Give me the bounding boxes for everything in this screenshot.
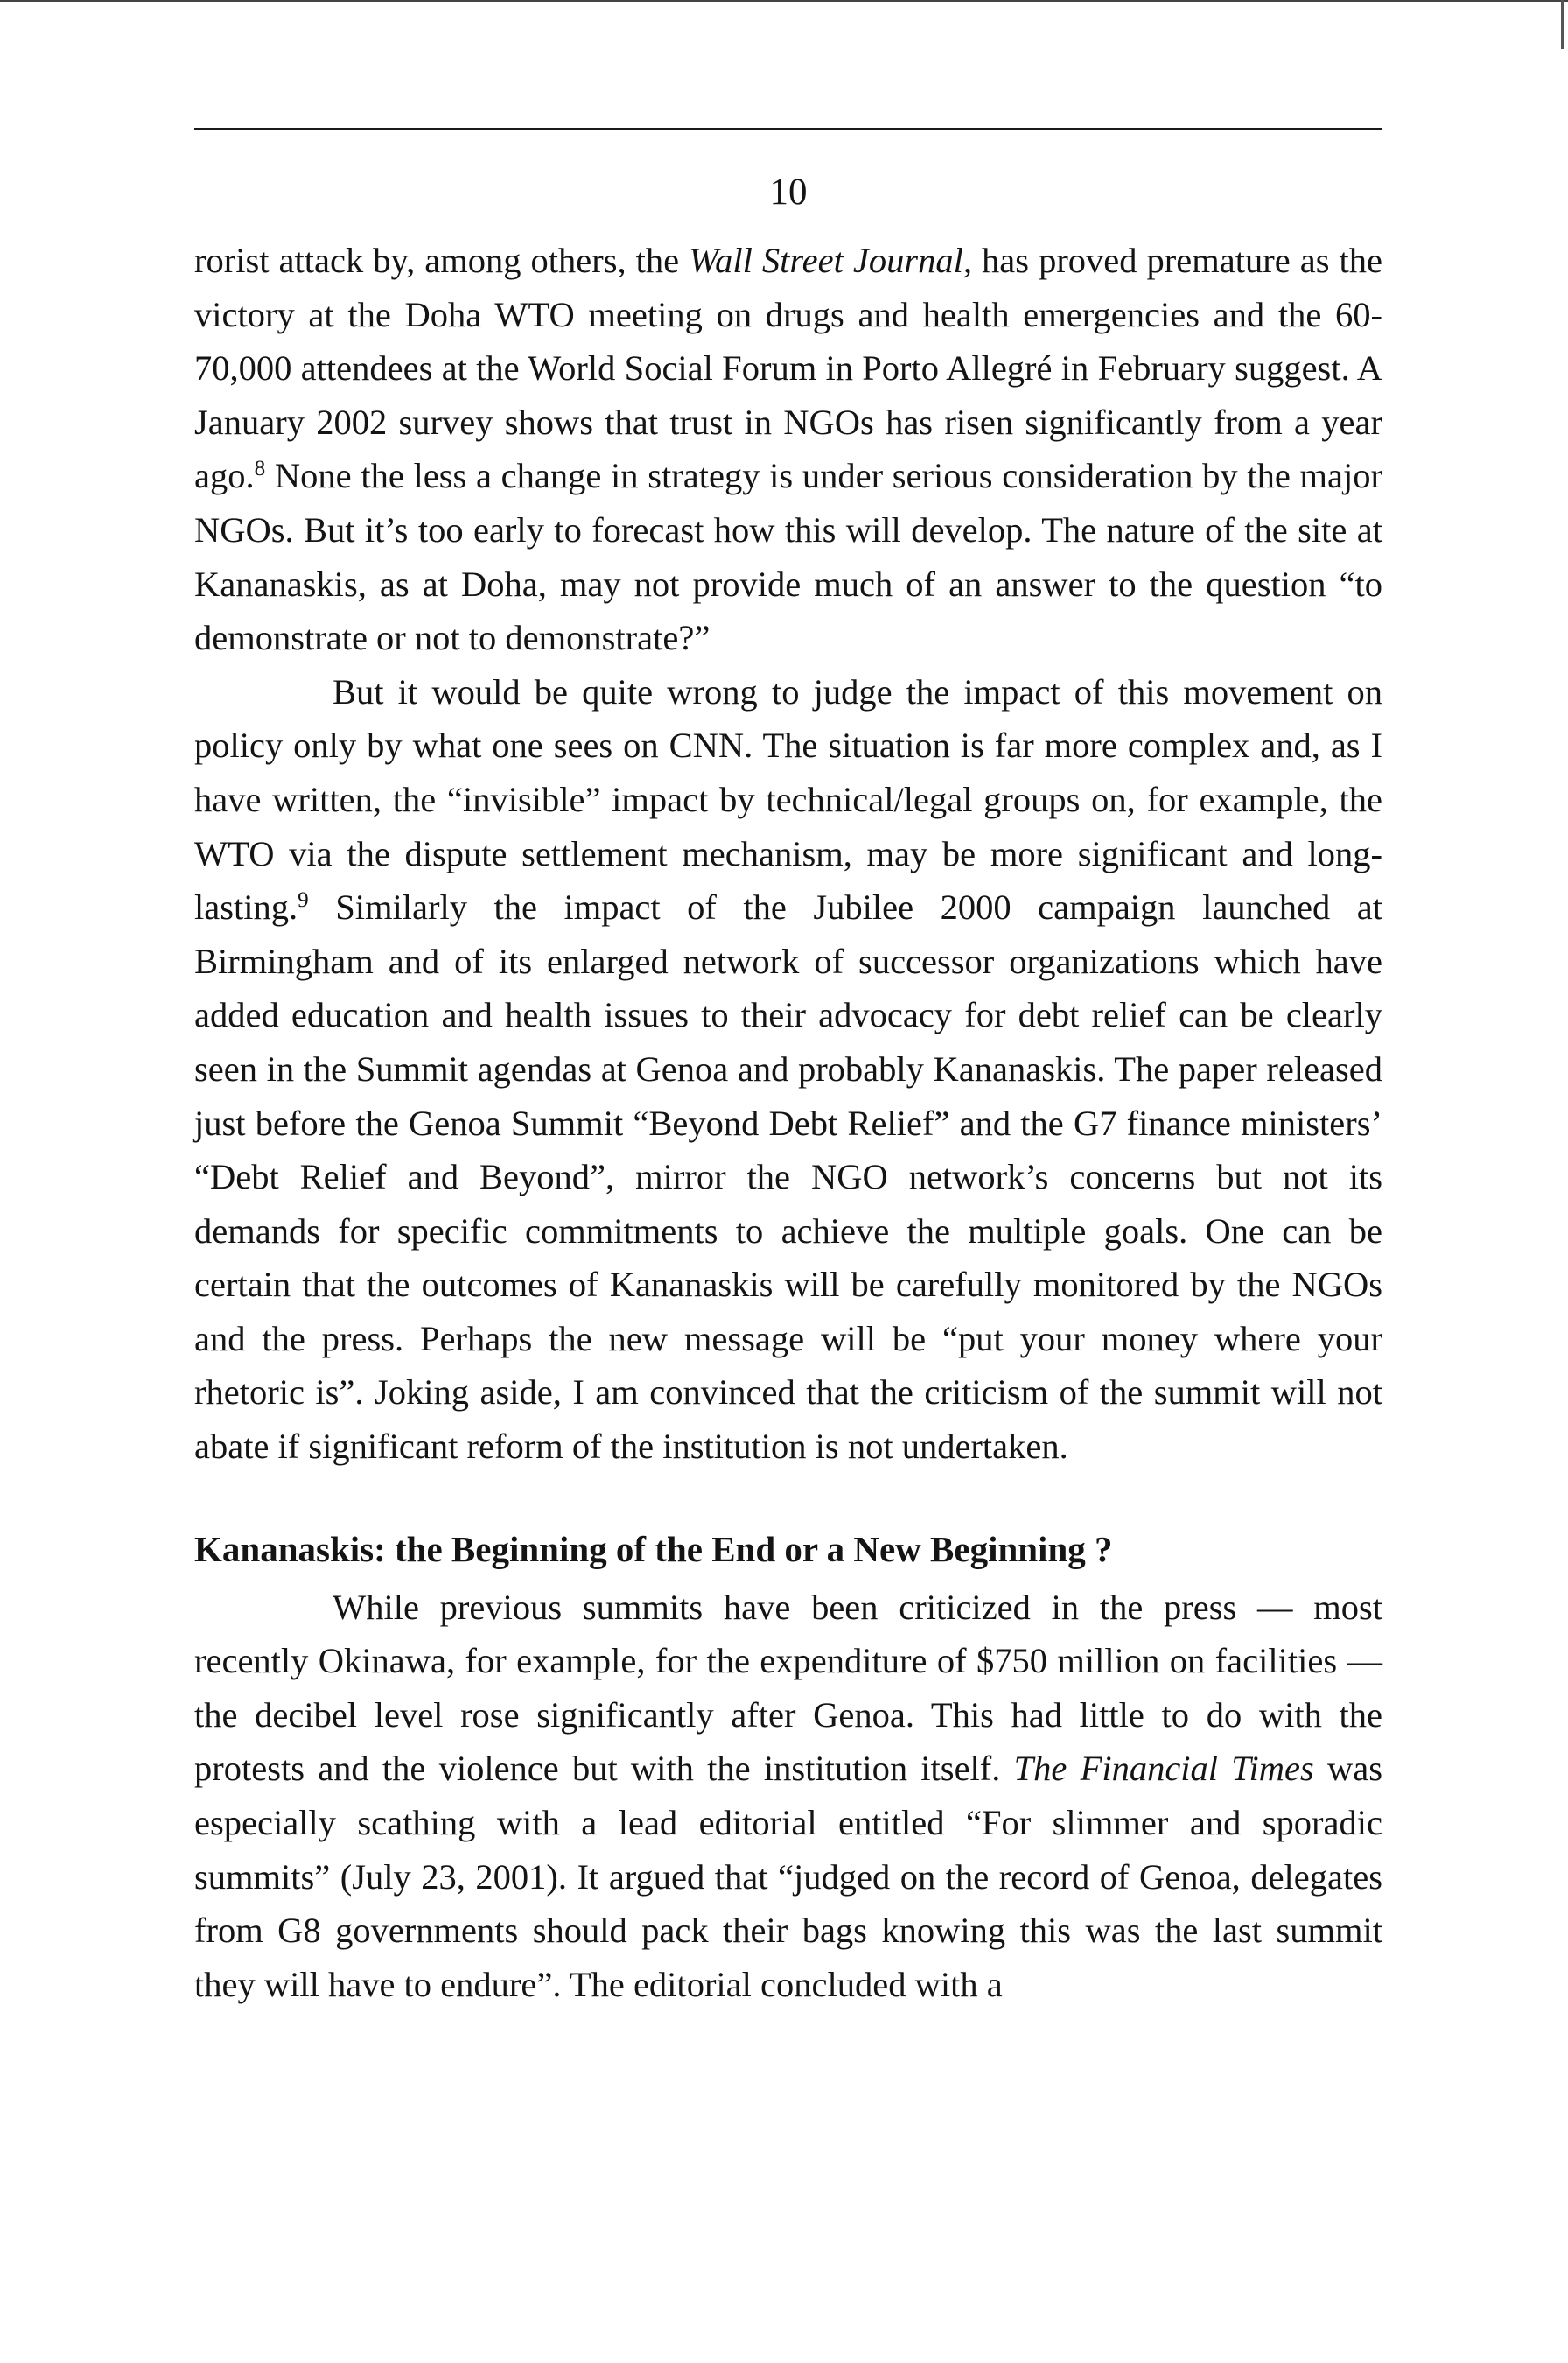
text-run: But it would be quite wrong to judge the impact of this movement on policy only by what one sees on CNN. The situation is far more complex and, as I have written, the “invisible” impact by technical/legal groups on, for example, the WTO via the dispute settlement mechanism, may be more significant and long-lasting. <box>194 671 1382 928</box>
text-run: rorist attack by, among others, the <box>194 241 690 280</box>
footnote-ref: 9 <box>298 888 309 913</box>
paragraph-continued <box>194 234 1382 665</box>
paragraph-section-intro <box>194 1581 1382 2012</box>
text-run: has proved premature as the victory at the Doha WTO meeting on drugs and health emergencies and the 60-70,000 attendees at the World Social Forum in Porto Allegré in February suggest. A January 2002 survey shows that trust in NGOs has risen significantly from a year ago. <box>194 241 1382 496</box>
italic-title: Wall Street Journal, <box>689 241 973 280</box>
text-run: was especially scathing with a lead editorial entitled “For slimmer and sporadic summits” (July 23, 2001). It argued that “judged on the record of Genoa, delegates from G8 governments should pack their bags knowing this was the last summit they will have to endure”. The editorial concluded with a <box>194 1749 1382 2004</box>
page-number: 10 <box>769 172 808 213</box>
text-run: While previous summits have been criticized in the press — most recently Okinawa, for example, for the expenditure of $750 million on facilities — the decibel level rose significantly after Genoa. This had little to do with the protests and the violence but with the institution itself. <box>194 1587 1382 1789</box>
scan-border-top <box>0 0 1568 2</box>
book-page <box>194 128 1382 2011</box>
header-rule <box>194 128 1382 130</box>
text-run: None the less a change in strategy is under serious consideration by the major NGOs. But it’s too early to forecast how this will develop. The nature of the site at Kananaskis, as at Doha, may not provide much of an answer to the question “to demonstrate or not to demonstrate?” <box>194 456 1382 658</box>
section-gap <box>194 1474 1382 1525</box>
paragraph-impact <box>194 665 1382 1474</box>
text-run: Similarly the impact of the Jubilee 2000 campaign launched at Birmingham and of its enlarged network of successor organizations which have added education and health issues to their advocacy for debt relief can be clearly seen in the Summit agendas at Genoa and probably Kananaskis. The paper released just before the Genoa Summit “Beyond Debt Relief” and the G7 finance ministers’ “Debt Relief and Beyond”, mirror the NGO network’s concerns but not its demands for specific commitments to achieve the multiple goals. One can be certain that the outcomes of Kananaskis will be carefully monitored by the NGOs and the press. Perhaps the new message will be “put your money where your rhetoric is”. Joking aside, I am convinced that the criticism of the summit will not abate if significant reform of the institution is not undertaken. <box>194 887 1382 1467</box>
footnote-ref: 8 <box>254 457 266 481</box>
scan-border-mark <box>1561 0 1564 49</box>
section-heading: Kananaskis: the Beginning of the End or a New Beginning ? <box>194 1528 1113 1569</box>
italic-title: The Financial Times <box>1013 1749 1314 1789</box>
